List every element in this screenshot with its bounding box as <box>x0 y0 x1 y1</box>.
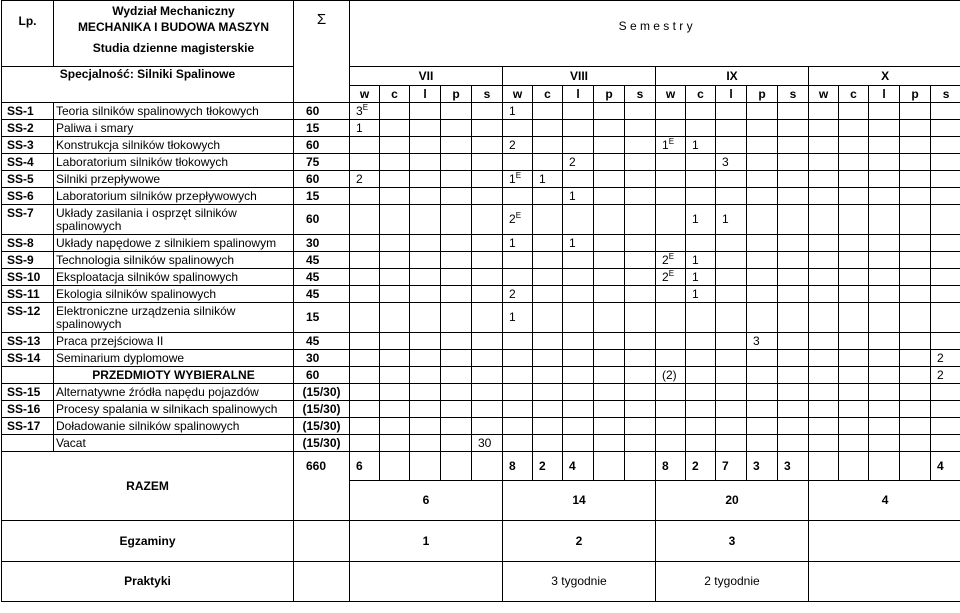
row-sum: 15 <box>294 188 350 205</box>
row-name: PRZEDMIOTY WYBIERALNE <box>54 367 294 384</box>
subcol-w: w <box>350 86 380 103</box>
egzaminy-x <box>809 521 960 562</box>
row-sum: 45 <box>294 333 350 350</box>
cell-s8-c: 1 <box>533 171 563 188</box>
row-code: SS-8 <box>2 235 54 252</box>
row-sum: 30 <box>294 350 350 367</box>
row-code: SS-2 <box>2 120 54 137</box>
row-name: Technologia silników spalinowych <box>54 252 294 269</box>
subcol-c: c <box>839 86 869 103</box>
razem-label: RAZEM <box>2 452 294 521</box>
table-row <box>2 235 960 252</box>
row-code: SS-6 <box>2 188 54 205</box>
header-semester-row <box>2 67 960 86</box>
praktyki-viii: 3 tygodnie <box>503 562 656 602</box>
subcol-p: p <box>747 86 778 103</box>
faculty-name: Wydział Mechaniczny <box>112 4 235 18</box>
row-name: Doładowanie silników spalinowych <box>54 418 294 435</box>
sum-symbol: Σ <box>316 11 327 28</box>
subcol-s: s <box>472 86 503 103</box>
row-name: Elektroniczne urządzenia silników spalinowych <box>54 303 294 333</box>
table-row <box>2 401 960 418</box>
subcol-l: l <box>716 86 747 103</box>
praktyki-row <box>2 562 960 602</box>
cell-s8-w: 1 <box>503 235 533 252</box>
table-row <box>2 269 960 286</box>
cell-s7-s: 30 <box>472 435 503 452</box>
semester-vii: VII <box>350 67 503 86</box>
razem-s7-w: 6 <box>350 452 380 481</box>
semester-ix: IX <box>656 67 809 86</box>
row-code: SS-17 <box>2 418 54 435</box>
razem-s8-c: 2 <box>533 452 563 481</box>
table-row <box>2 120 960 137</box>
table-row <box>2 303 960 333</box>
razem-total-ix: 20 <box>656 481 809 521</box>
exam-marker: E <box>515 170 522 180</box>
semester-viii: VIII <box>503 67 656 86</box>
razem-row <box>2 452 960 481</box>
semesters-header: S e m e s t r y <box>350 1 960 67</box>
razem-total-viii: 14 <box>503 481 656 521</box>
table-row <box>2 252 960 269</box>
row-name: Silniki przepływowe <box>54 171 294 188</box>
subcol-c: c <box>533 86 563 103</box>
row-name: Seminarium dyplomowe <box>54 350 294 367</box>
table-row <box>2 205 960 235</box>
row-name: Paliwa i smary <box>54 120 294 137</box>
cell-s7-w: $3^E$ <box>350 103 380 120</box>
razem-s9-c: 2 <box>686 452 716 481</box>
cell-s9-w: $2^E$ <box>656 269 686 286</box>
row-sum: 60 <box>294 205 350 235</box>
row-code: SS-3 <box>2 137 54 154</box>
subcol-c: c <box>686 86 716 103</box>
row-sum: 45 <box>294 269 350 286</box>
row-code: SS-1 <box>2 103 54 120</box>
egzaminy-viii: 2 <box>503 521 656 562</box>
exam-marker: E <box>668 268 675 278</box>
praktyki-ix: 2 tygodnie <box>656 562 809 602</box>
cell-s8-l: 2 <box>563 154 594 171</box>
row-code: SS-16 <box>2 401 54 418</box>
row-sum: 30 <box>294 235 350 252</box>
cell-s8-w: 1 <box>503 303 533 333</box>
table-row <box>2 384 960 401</box>
table-row <box>2 286 960 303</box>
cell-s9-c: 1 <box>686 252 716 269</box>
subcol-w: w <box>656 86 686 103</box>
subcol-p: p <box>900 86 931 103</box>
subcol-c: c <box>380 86 410 103</box>
lp-header: Lp. <box>2 1 54 67</box>
row-code: SS-4 <box>2 154 54 171</box>
table-row <box>2 188 960 205</box>
subcol-s: s <box>931 86 960 103</box>
cell-s9-l: 1 <box>716 205 747 235</box>
cell-s8-w: 2 <box>503 286 533 303</box>
table-row <box>2 103 960 120</box>
razem-s9-l: 7 <box>716 452 747 481</box>
cell-s9-l: 3 <box>716 154 747 171</box>
row-sum: 60 <box>294 367 350 384</box>
row-sum: 60 <box>294 137 350 154</box>
subcol-s: s <box>625 86 656 103</box>
cell-s8-w: 1 <box>503 103 533 120</box>
subcol-l: l <box>563 86 594 103</box>
row-code: SS-15 <box>2 384 54 401</box>
exam-marker: E <box>668 136 675 146</box>
header-top-row <box>2 1 960 67</box>
row-code: SS-5 <box>2 171 54 188</box>
row-code <box>2 367 54 384</box>
table-row <box>2 367 960 384</box>
row-sum: 60 <box>294 171 350 188</box>
razem-s9-p: 3 <box>747 452 778 481</box>
row-code: SS-14 <box>2 350 54 367</box>
cell-s8-w: $1^E$ <box>503 171 533 188</box>
row-sum: 15 <box>294 303 350 333</box>
row-sum: 45 <box>294 286 350 303</box>
faculty-name-line2: MECHANIKA I BUDOWA MASZYN <box>77 20 270 34</box>
subcol-w: w <box>503 86 533 103</box>
row-code: SS-9 <box>2 252 54 269</box>
row-name: Laboratorium silników przepływowych <box>54 188 294 205</box>
razem-sum: 660 <box>294 452 350 521</box>
praktyki-x <box>809 562 960 602</box>
row-sum: 60 <box>294 103 350 120</box>
table-row <box>2 154 960 171</box>
row-sum: (15/30) <box>294 418 350 435</box>
row-name: Ekologia silników spalinowych <box>54 286 294 303</box>
study-mode: Studia dzienne magisterskie <box>92 41 255 55</box>
cell-s9-w: $1^E$ <box>656 137 686 154</box>
praktyki-vii <box>350 562 503 602</box>
row-sum: (15/30) <box>294 435 350 452</box>
egzaminy-label: Egzaminy <box>2 521 294 562</box>
razem-s9-w: 8 <box>656 452 686 481</box>
subcol-p: p <box>441 86 472 103</box>
cell-s10-s: 2 <box>931 350 960 367</box>
cell-s8-l: 1 <box>563 235 594 252</box>
razem-s8-w: 8 <box>503 452 533 481</box>
cell-s9-w: (2) <box>656 367 686 384</box>
cell-s9-c: 1 <box>686 205 716 235</box>
row-name: Vacat <box>54 435 294 452</box>
table-row <box>2 137 960 154</box>
row-name: Układy napędowe z silnikiem spalinowym <box>54 235 294 252</box>
cell-s8-w: $2^E$ <box>503 205 533 235</box>
row-code: SS-10 <box>2 269 54 286</box>
sum-header <box>294 1 350 103</box>
cell-s9-c: 1 <box>686 137 716 154</box>
faculty-header <box>54 1 294 67</box>
semester-x: X <box>809 67 960 86</box>
razem-total-x: 4 <box>809 481 960 521</box>
praktyki-label: Praktyki <box>2 562 294 602</box>
row-code: SS-7 <box>2 205 54 235</box>
row-sum: (15/30) <box>294 401 350 418</box>
row-name: Praca przejściowa II <box>54 333 294 350</box>
cell-s8-w: 2 <box>503 137 533 154</box>
exam-marker: E <box>515 211 522 220</box>
subcol-l: l <box>869 86 900 103</box>
cell-s9-w: $2^E$ <box>656 252 686 269</box>
egzaminy-vii: 1 <box>350 521 503 562</box>
row-name: Laboratorium silników tłokowych <box>54 154 294 171</box>
specialty-header: Specjalność: Silniki Spalinowe <box>2 67 294 103</box>
cell-s7-w: 1 <box>350 120 380 137</box>
cell-s9-p: 3 <box>747 333 778 350</box>
subcol-w: w <box>809 86 839 103</box>
row-name: Konstrukcja silników tłokowych <box>54 137 294 154</box>
row-name: Procesy spalania w silnikach spalinowych <box>54 401 294 418</box>
razem-s10-w: 4 <box>931 452 960 481</box>
row-name: Teoria silników spalinowych tłokowych <box>54 103 294 120</box>
table-row <box>2 435 960 452</box>
row-name: Alternatywne źródła napędu pojazdów <box>54 384 294 401</box>
cell-s10-s: 2 <box>931 367 960 384</box>
row-name: Eksploatacja silników spalinowych <box>54 269 294 286</box>
table-row <box>2 333 960 350</box>
subcol-l: l <box>410 86 441 103</box>
table-row <box>2 350 960 367</box>
razem-total-vii: 6 <box>350 481 503 521</box>
row-sum: 45 <box>294 252 350 269</box>
row-code <box>2 435 54 452</box>
cell-s9-c: 1 <box>686 269 716 286</box>
exam-marker: E <box>362 102 369 112</box>
cell-s8-l: 1 <box>563 188 594 205</box>
razem-s8-l: 4 <box>563 452 594 481</box>
row-sum: 15 <box>294 120 350 137</box>
cell-s9-c: 1 <box>686 286 716 303</box>
row-name: Układy zasilania i osprzęt silników spalinowych <box>54 205 294 235</box>
subcol-p: p <box>594 86 625 103</box>
row-code: SS-11 <box>2 286 54 303</box>
cell-s7-w: 2 <box>350 171 380 188</box>
subcol-s: s <box>778 86 809 103</box>
razem-s9-s: 3 <box>778 452 809 481</box>
table-row <box>2 171 960 188</box>
row-sum: 75 <box>294 154 350 171</box>
study-plan-table <box>1 0 960 602</box>
table-row <box>2 418 960 435</box>
exam-marker: E <box>668 251 675 261</box>
row-sum: (15/30) <box>294 384 350 401</box>
egzaminy-ix: 3 <box>656 521 809 562</box>
row-code: SS-13 <box>2 333 54 350</box>
egzaminy-row <box>2 521 960 562</box>
row-code: SS-12 <box>2 303 54 333</box>
